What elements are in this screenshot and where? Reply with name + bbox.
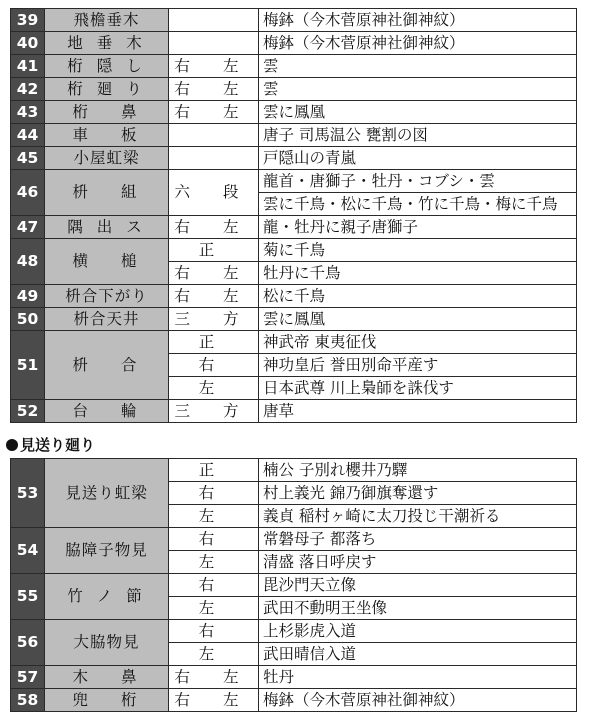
item-number: 44 bbox=[11, 124, 45, 147]
description-cell: 武田晴信入道 bbox=[259, 643, 577, 666]
table-row bbox=[11, 101, 577, 124]
part-name: 台 輪 bbox=[45, 400, 169, 423]
table-row bbox=[11, 666, 577, 689]
bullet-icon bbox=[6, 439, 18, 451]
table-row bbox=[11, 574, 577, 597]
item-number: 54 bbox=[11, 528, 45, 574]
table-row bbox=[11, 689, 577, 712]
position-cell: 六 段 bbox=[169, 170, 259, 216]
table-row bbox=[11, 528, 577, 551]
description-cell: 日本武尊 川上梟師を誅伐す bbox=[259, 377, 577, 400]
description-cell: 牡丹に千鳥 bbox=[259, 262, 577, 285]
item-number: 51 bbox=[11, 331, 45, 400]
description-cell: 唐草 bbox=[259, 400, 577, 423]
part-name: 地垂木 bbox=[45, 32, 169, 55]
table-row bbox=[11, 216, 577, 239]
position-cell bbox=[169, 9, 259, 32]
description-cell: 神功皇后 誉田別命平産す bbox=[259, 354, 577, 377]
part-name: 桁 鼻 bbox=[45, 101, 169, 124]
part-name: 車 板 bbox=[45, 124, 169, 147]
position-cell bbox=[169, 147, 259, 170]
description-cell: 戸隠山の青嵐 bbox=[259, 147, 577, 170]
table-row bbox=[11, 78, 577, 101]
description-cell: 雲に千鳥・松に千鳥・竹に千鳥・梅に千鳥 bbox=[259, 193, 577, 216]
description-cell: 菊に千鳥 bbox=[259, 239, 577, 262]
table-row bbox=[11, 170, 577, 193]
carving-table-miokuri bbox=[10, 458, 577, 712]
description-cell: 雲に鳳凰 bbox=[259, 101, 577, 124]
position-cell: 右 bbox=[169, 354, 259, 377]
position-cell: 左 bbox=[169, 597, 259, 620]
description-cell: 梅鉢（今木菅原神社御神紋） bbox=[259, 9, 577, 32]
table-row bbox=[11, 620, 577, 643]
position-cell: 正 bbox=[169, 459, 259, 482]
part-name: 見送り虹梁 bbox=[45, 459, 169, 528]
position-cell: 右 bbox=[169, 574, 259, 597]
position-cell: 三 方 bbox=[169, 400, 259, 423]
description-cell: 雲 bbox=[259, 78, 577, 101]
item-number: 53 bbox=[11, 459, 45, 528]
table-row bbox=[11, 147, 577, 170]
item-number: 49 bbox=[11, 285, 45, 308]
part-name: 飛檐垂木 bbox=[45, 9, 169, 32]
position-cell: 右 bbox=[169, 482, 259, 505]
position-cell: 右 bbox=[169, 620, 259, 643]
position-cell: 左 bbox=[169, 643, 259, 666]
item-number: 45 bbox=[11, 147, 45, 170]
position-cell: 右 左 bbox=[169, 285, 259, 308]
table-row bbox=[11, 55, 577, 78]
section-heading bbox=[6, 434, 95, 456]
item-number: 40 bbox=[11, 32, 45, 55]
part-name: 枡合下がり bbox=[45, 285, 169, 308]
description-cell: 雲に鳳凰 bbox=[259, 308, 577, 331]
part-name: 枡 合 bbox=[45, 331, 169, 400]
description-cell: 松に千鳥 bbox=[259, 285, 577, 308]
carving-table-main bbox=[10, 8, 577, 423]
part-name: 隅出ス bbox=[45, 216, 169, 239]
description-cell: 龍首・唐獅子・牡丹・コブシ・雲 bbox=[259, 170, 577, 193]
part-name: 兜 桁 bbox=[45, 689, 169, 712]
item-number: 48 bbox=[11, 239, 45, 285]
position-cell: 正 bbox=[169, 239, 259, 262]
part-name: 枡 組 bbox=[45, 170, 169, 216]
description-cell: 常磐母子 都落ち bbox=[259, 528, 577, 551]
item-number: 52 bbox=[11, 400, 45, 423]
description-cell: 唐子 司馬温公 甕割の図 bbox=[259, 124, 577, 147]
position-cell: 右 左 bbox=[169, 262, 259, 285]
part-name: 大脇物見 bbox=[45, 620, 169, 666]
table-row bbox=[11, 308, 577, 331]
description-cell: 村上義光 錦乃御旗奪還す bbox=[259, 482, 577, 505]
description-cell: 雲 bbox=[259, 55, 577, 78]
description-cell: 武田不動明王坐像 bbox=[259, 597, 577, 620]
part-name: 横 槌 bbox=[45, 239, 169, 285]
description-cell: 毘沙門天立像 bbox=[259, 574, 577, 597]
table-row bbox=[11, 124, 577, 147]
description-cell: 神武帝 東夷征伐 bbox=[259, 331, 577, 354]
position-cell: 右 左 bbox=[169, 101, 259, 124]
item-number: 47 bbox=[11, 216, 45, 239]
item-number: 39 bbox=[11, 9, 45, 32]
table-row bbox=[11, 239, 577, 262]
part-name: 木 鼻 bbox=[45, 666, 169, 689]
item-number: 57 bbox=[11, 666, 45, 689]
position-cell: 左 bbox=[169, 551, 259, 574]
table-row bbox=[11, 285, 577, 308]
position-cell: 右 左 bbox=[169, 216, 259, 239]
position-cell: 正 bbox=[169, 331, 259, 354]
item-number: 56 bbox=[11, 620, 45, 666]
table-row bbox=[11, 331, 577, 354]
position-cell bbox=[169, 124, 259, 147]
table-row bbox=[11, 9, 577, 32]
position-cell bbox=[169, 32, 259, 55]
part-name: 枡合天井 bbox=[45, 308, 169, 331]
item-number: 43 bbox=[11, 101, 45, 124]
item-number: 41 bbox=[11, 55, 45, 78]
position-cell: 右 左 bbox=[169, 55, 259, 78]
position-cell: 右 左 bbox=[169, 666, 259, 689]
section-heading-text: 見送り廻り bbox=[20, 436, 96, 454]
part-name: 脇障子物見 bbox=[45, 528, 169, 574]
part-name: 桁廻り bbox=[45, 78, 169, 101]
description-cell: 梅鉢（今木菅原神社御神紋） bbox=[259, 32, 577, 55]
part-name: 桁隠し bbox=[45, 55, 169, 78]
position-cell: 右 左 bbox=[169, 689, 259, 712]
description-cell: 梅鉢（今木菅原神社御神紋） bbox=[259, 689, 577, 712]
description-cell: 龍・牡丹に親子唐獅子 bbox=[259, 216, 577, 239]
description-cell: 上杉影虎入道 bbox=[259, 620, 577, 643]
position-cell: 三 方 bbox=[169, 308, 259, 331]
table-row bbox=[11, 400, 577, 423]
item-number: 42 bbox=[11, 78, 45, 101]
table-row bbox=[11, 459, 577, 482]
table-row bbox=[11, 32, 577, 55]
item-number: 46 bbox=[11, 170, 45, 216]
position-cell: 右 bbox=[169, 528, 259, 551]
position-cell: 右 左 bbox=[169, 78, 259, 101]
position-cell: 左 bbox=[169, 377, 259, 400]
item-number: 58 bbox=[11, 689, 45, 712]
item-number: 50 bbox=[11, 308, 45, 331]
description-cell: 牡丹 bbox=[259, 666, 577, 689]
item-number: 55 bbox=[11, 574, 45, 620]
description-cell: 義貞 稲村ヶ崎に太刀投じ干潮祈る bbox=[259, 505, 577, 528]
description-cell: 楠公 子別れ櫻井乃驛 bbox=[259, 459, 577, 482]
description-cell: 清盛 落日呼戻す bbox=[259, 551, 577, 574]
position-cell: 左 bbox=[169, 505, 259, 528]
part-name: 小屋虹梁 bbox=[45, 147, 169, 170]
part-name: 竹ノ節 bbox=[45, 574, 169, 620]
